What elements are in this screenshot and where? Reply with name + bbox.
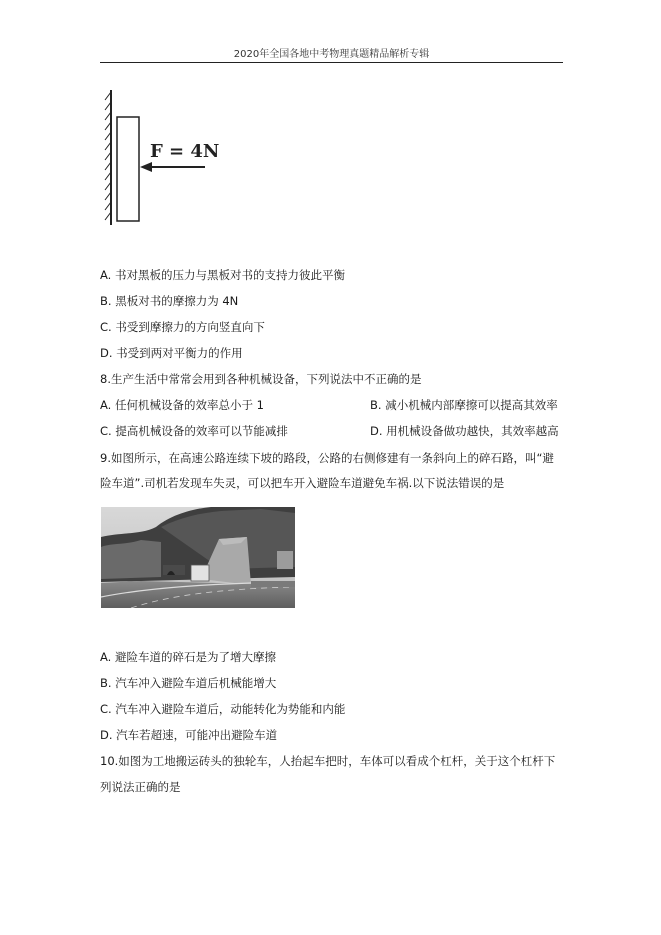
q9-option-a: A. 避险车道的碎石是为了增大摩擦 [100, 650, 276, 664]
book-block [117, 117, 139, 221]
force-label: F = 4N [150, 141, 219, 162]
q8-option-b: B. 减小机械内部摩擦可以提高其效率 [370, 398, 558, 412]
q9-option-b: B. 汽车冲入避险车道后机械能增大 [100, 676, 277, 690]
escape-ramp-photo [101, 507, 295, 608]
q9-option-c: C. 汽车冲入避险车道后，动能转化为势能和内能 [100, 702, 346, 716]
q7-option-b: B. 黑板对书的摩擦力为 4N [100, 294, 239, 308]
q9-option-d: D. 汽车若超速，可能冲出避险车道 [100, 728, 278, 742]
q7-option-d: D. 书受到两对平衡力的作用 [100, 346, 243, 360]
q8-option-c: C. 提高机械设备的效率可以节能减排 [100, 424, 288, 438]
q7-option-a: A. 书对黑板的压力与黑板对书的支持力彼此平衡 [100, 268, 345, 282]
q9-stem-line1: 9.如图所示，在高速公路连续下坡的路段，公路的右侧修建有一条斜向上的碎石路，叫“避 [100, 451, 554, 465]
page-header: 2020年全国各地中考物理真题精品解析专辑 [233, 49, 430, 60]
header-divider [100, 62, 563, 63]
q10-stem-line2: 列说法正确的是 [100, 780, 181, 794]
q8-option-d: D. 用机械设备做功越快，其效率越高 [370, 424, 559, 438]
q7-option-c: C. 书受到摩擦力的方向竖直向下 [100, 320, 265, 334]
force-arrow-head [140, 162, 152, 172]
q8-stem: 8.生产生活中常常会用到各种机械设备，下列说法中不正确的是 [100, 372, 422, 386]
force-diagram [104, 88, 219, 228]
q10-stem-line1: 10.如图为工地搬运砖头的独轮车，人抬起车把时，车体可以看成个杠杆，关于这个杠杆下 [100, 754, 556, 768]
q9-stem-line2: 险车道”.司机若发现车失灵，可以把车开入避险车道避免车祸.以下说法错误的是 [100, 476, 505, 490]
q8-option-a: A. 任何机械设备的效率总小于 1 [100, 398, 264, 412]
